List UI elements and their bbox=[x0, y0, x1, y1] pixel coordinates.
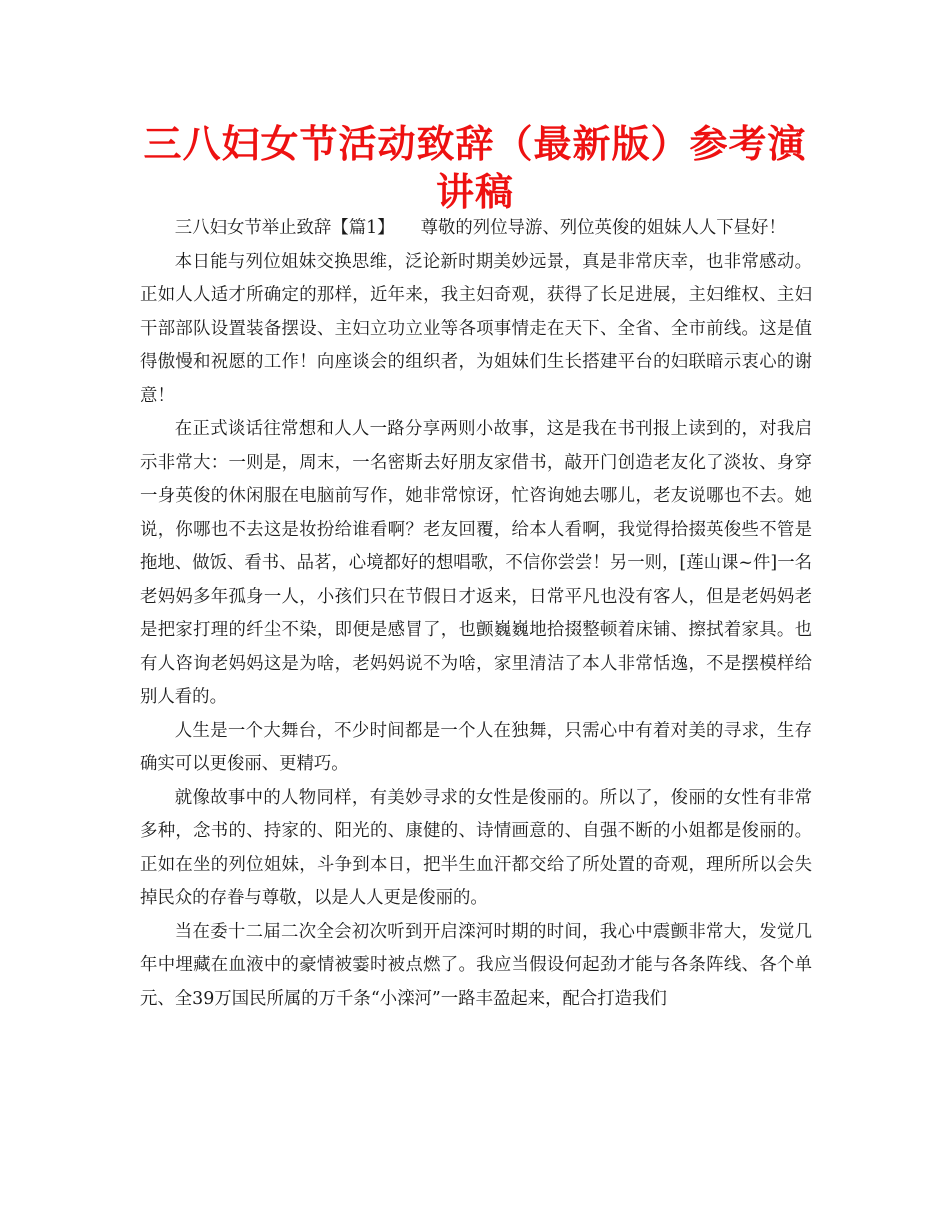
document-body bbox=[140, 212, 812, 1016]
paragraph: 三八妇女节举止致辞【篇1】 尊敬的列位导游、列位英俊的姐妹人人下昼好！ bbox=[174, 218, 786, 238]
document-title: 三八妇女节活动致辞（最新版）参考演讲稿 bbox=[143, 122, 807, 214]
paragraph: 在正式谈话往常想和人人一路分享两则小故事，这是我在书刊报上读到的，对我启示非常大：一则是，周末，一名密斯去好朋友家借书，敲开门创造老友化了淡妆、身穿一身英俊的休闲服在电脑前写作，她非常惊讶，忙咨询她去哪儿，老友说哪也不去。她说，你哪也不去这是妆扮给谁看啊？老友回覆，给本人看啊，我觉得拾掇英俊些不管是拖地、做饭、看书、品茗，心境都好的想唱歌，不信你尝尝！另一则，[莲山课~件]一名老妈妈多年孤身一人，小孩们只在节假日才返来，日常平凡也没有客人，但是老妈妈老是把家打理的纤尘不染，即便是感冒了，也颤巍巍地拾掇整顿着床铺、擦拭着家具。也有人咨询老妈妈这是为啥，老妈妈说不为啥，家里清洁了本人非常恬逸，不是摆模样给别人看的。 bbox=[140, 419, 812, 707]
paragraph: 人生是一个大舞台，不少时间都是一个人在独舞，只需心中有着对美的寻求，生存确实可以更俊丽、更精巧。 bbox=[140, 720, 812, 774]
paragraph: 就像故事中的人物同样，有美妙寻求的女性是俊丽的。所以了，俊丽的女性有非常多种，念书的、持家的、阳光的、康健的、诗情画意的、自强不断的小姐都是俊丽的。正如在坐的列位姐妹，斗争到本日，把半生血汗都交给了所处置的奇观，理所所以会失掉民众的存眷与尊敬，以是人人更是俊丽的。 bbox=[140, 787, 812, 908]
paragraph: 本日能与列位姐妹交换思维，泛论新时期美妙远景，真是非常庆幸，也非常感动。正如人人适才所确定的那样，近年来，我主妇奇观，获得了长足进展，主妇维权、主妇干部部队设置装备摆设、主妇立功立业等各项事情走在天下、全省、全市前线。这是值得傲慢和祝愿的工作！向座谈会的组织者，为姐妹们生长搭建平台的妇联暗示衷心的谢意！ bbox=[140, 251, 812, 406]
paragraph: 当在委十二届二次全会初次听到开启滦河时期的时间，我心中震颤非常大，发觉几年中埋藏在血液中的豪情被霎时被点燃了。我应当假设何起劲才能与各条阵线、各个单元、全39万国民所属的万千条“小滦河”一路丰盈起来，配合打造我们 bbox=[140, 921, 812, 1009]
